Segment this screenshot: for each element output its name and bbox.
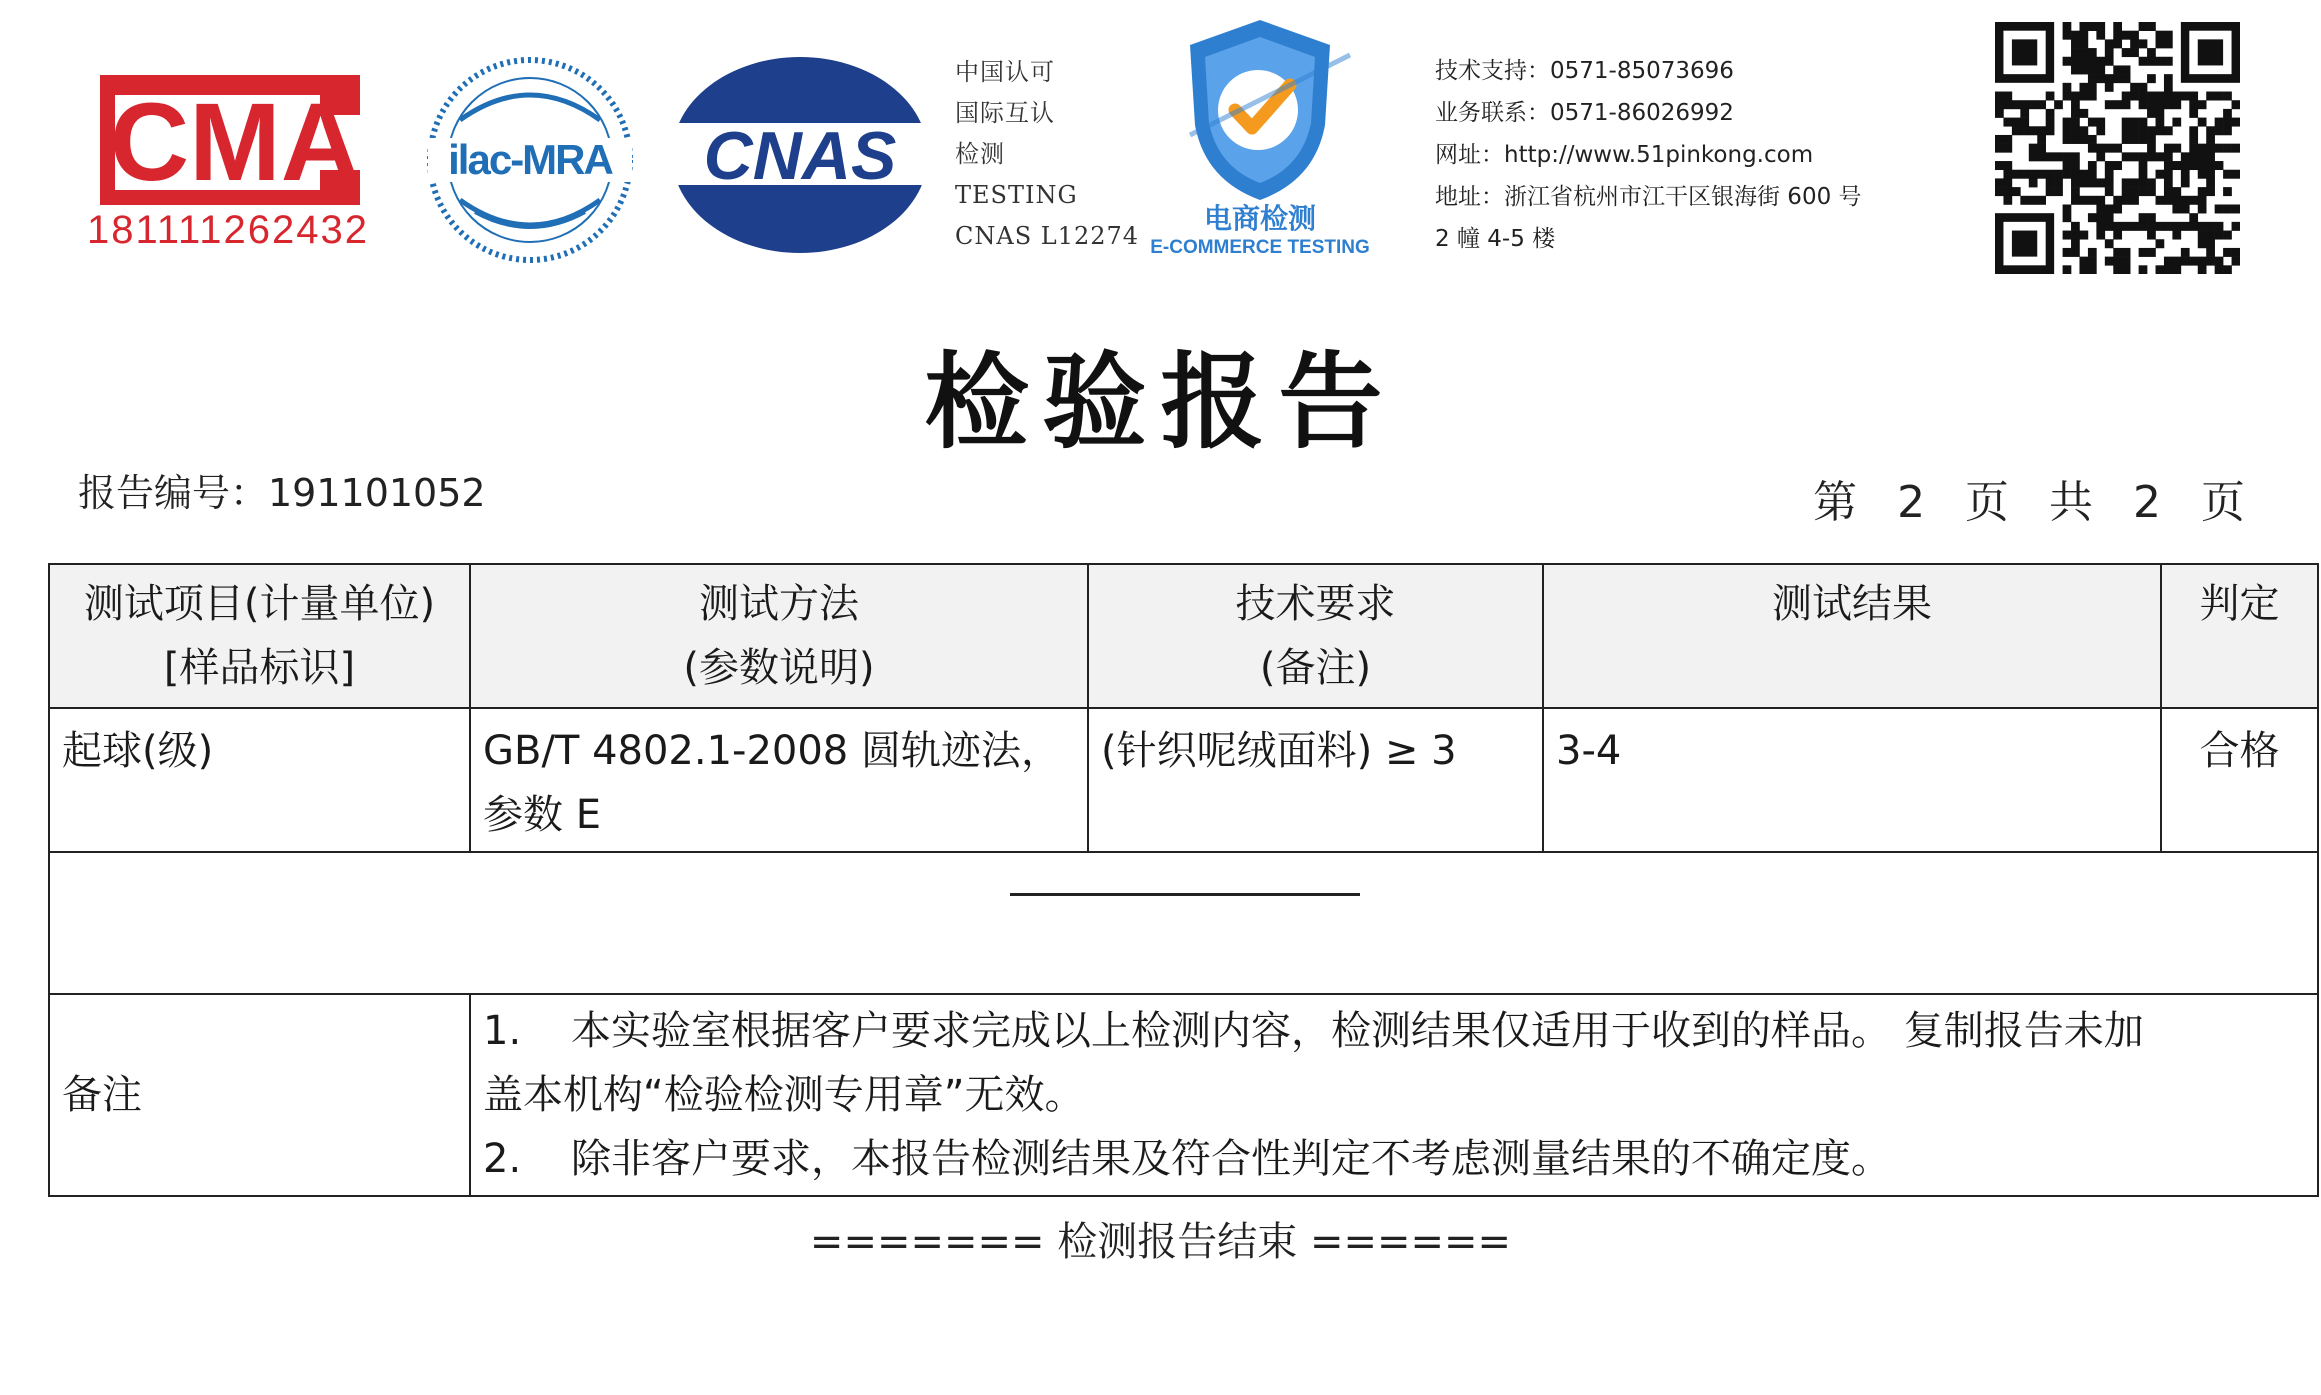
report-number: 报告编号：191101052	[78, 471, 486, 515]
header-requirement	[1088, 564, 1543, 708]
report-end-marker: ======= 检测报告结束 ======	[809, 1219, 1512, 1265]
cell-item: 起球(级)	[49, 708, 470, 852]
qr-code[interactable]	[1995, 22, 2240, 274]
page-indicator: 第 2 页 共 2 页	[1813, 477, 2251, 528]
ilac-mra-logo	[420, 50, 640, 270]
contact-info	[1435, 50, 1862, 260]
header-line: [样品标识]	[163, 645, 356, 691]
header-line: 测试项目(计量单位)	[83, 581, 436, 627]
note-item	[471, 995, 2317, 1063]
cell-method	[470, 708, 1088, 852]
header-test-item	[49, 564, 470, 708]
header-line: (参数说明)	[683, 645, 875, 691]
ilac-logo-text: ilac-MRA	[448, 136, 612, 183]
header-line: 测试方法	[699, 581, 859, 627]
cell-verdict: 合格	[2161, 708, 2318, 852]
table-header-row	[49, 564, 2318, 708]
cell-result: 3-4	[1543, 708, 2161, 852]
header-line: 技术要求	[1235, 581, 1396, 627]
accreditation-line: 国际互认	[955, 99, 1055, 127]
contact-line: 地址：浙江省杭州市江干区银海街 600 号	[1435, 184, 1862, 210]
accreditation-line: TESTING	[955, 181, 1078, 209]
notes-cell	[470, 994, 2318, 1196]
divider-line	[1010, 893, 1360, 896]
contact-line: 业务联系：0571-86026992	[1435, 100, 1734, 126]
method-line: 参数 E	[483, 792, 601, 838]
ecommerce-cn-text: 电商检测	[1203, 202, 1317, 235]
header-line: (备注)	[1259, 645, 1372, 691]
accreditation-line: 检测	[955, 140, 1005, 168]
note-item	[471, 1127, 2317, 1191]
contact-link[interactable]: 网址：http://www.51pinkong.com	[1435, 142, 1814, 168]
contact-line: 技术支持：0571-85073696	[1435, 58, 1734, 84]
cnas-logo-text: CNAS	[703, 118, 897, 194]
header-verdict	[2161, 564, 2318, 708]
accreditation-line: 中国认可	[955, 58, 1055, 86]
note-number: 1.	[483, 1008, 522, 1054]
contact-line: 2 幢 4-5 楼	[1435, 226, 1556, 252]
notes-row	[49, 994, 2318, 1196]
cma-number: 181111262432	[86, 208, 370, 250]
header-line: 测试结果	[1772, 581, 1932, 627]
document-title: 检验报告	[924, 340, 1397, 463]
table-row	[49, 708, 2318, 852]
cma-logo	[60, 55, 395, 250]
note-number: 2.	[483, 1136, 522, 1182]
notes-label: 备注	[49, 994, 470, 1196]
accreditation-text	[955, 52, 1139, 257]
cnas-logo	[668, 55, 933, 255]
cell-requirement: (针织呢绒面料) ≥ 3	[1088, 708, 1543, 852]
note-text: 除非客户要求，本报告检测结果及符合性判定不考虑测量结果的不确定度。	[571, 1136, 1891, 1182]
method-line: GB/T 4802.1-2008 圆轨迹法，	[483, 728, 1061, 774]
note-continuation: 盖本机构“检验检测专用章”无效。	[483, 1072, 1085, 1118]
accreditation-line: CNAS L12274	[955, 222, 1140, 250]
cma-logo-text: CMA	[109, 81, 361, 204]
note-text: 本实验室根据客户要求完成以上检测内容，检测结果仅适用于收到的样品。 复制报告未加	[571, 1008, 2144, 1054]
header-result	[1543, 564, 2161, 708]
header-line: 判定	[2199, 581, 2280, 627]
ecommerce-en-text: E-COMMERCE TESTING	[1150, 237, 1370, 255]
header-test-method	[470, 564, 1088, 708]
blank-row	[49, 852, 2318, 994]
results-table	[48, 563, 2319, 1197]
ecommerce-testing-logo	[1130, 15, 1390, 255]
blank-cell	[49, 852, 2318, 994]
